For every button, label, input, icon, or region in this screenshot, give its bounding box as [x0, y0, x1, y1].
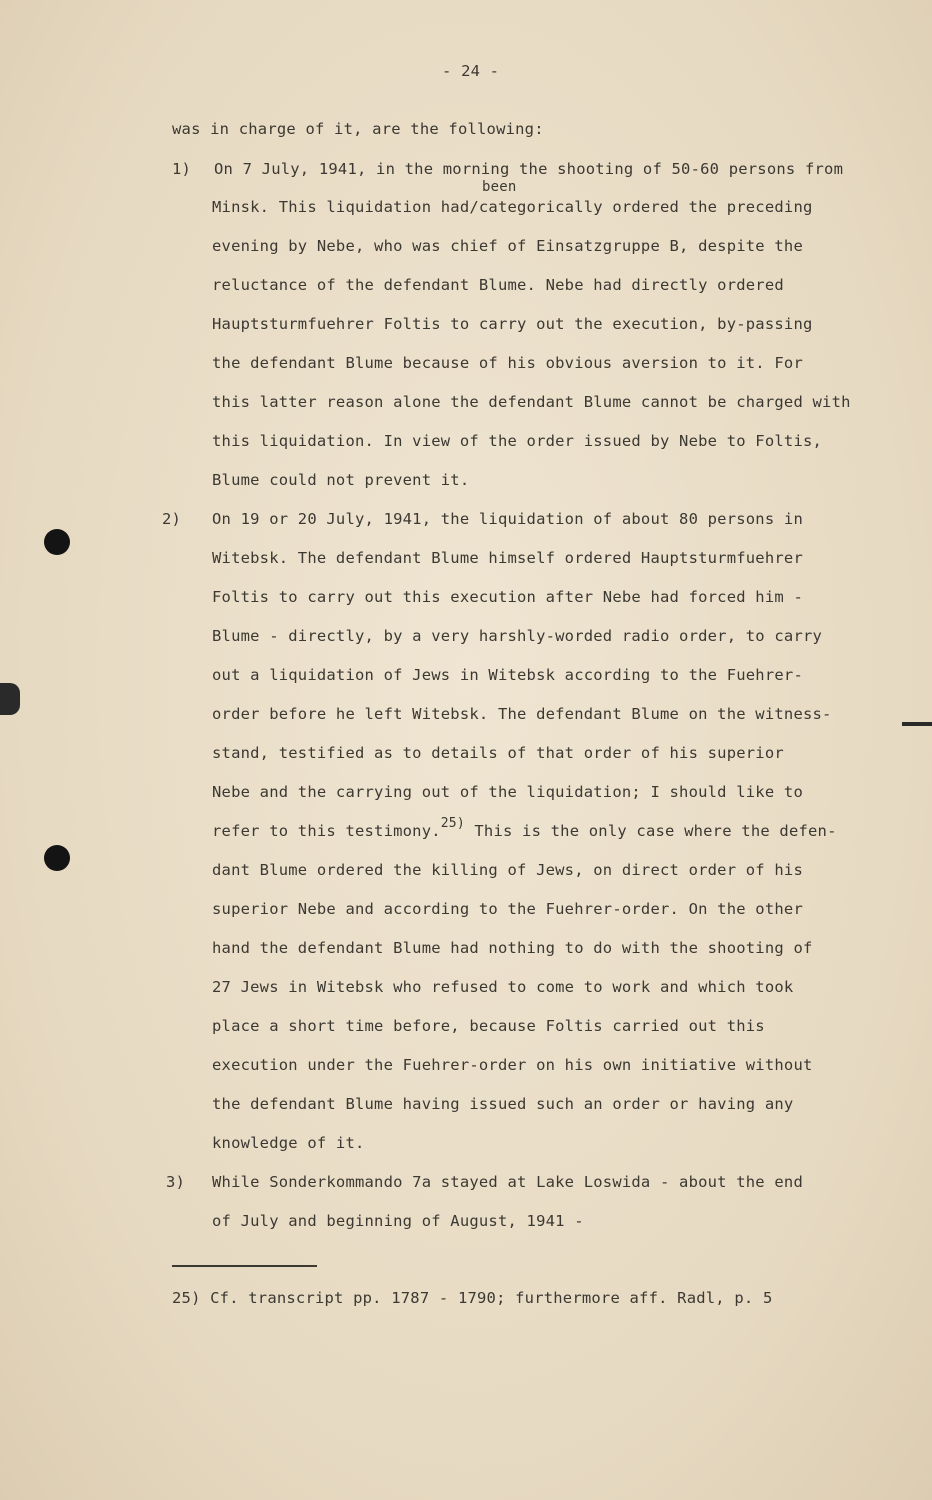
text-line: Nebe and the carrying out of the liquidation; I should like to — [212, 783, 803, 801]
text-line: stand, testified as to details of that order of his superior — [212, 744, 784, 762]
text-line: reluctance of the defendant Blume. Nebe had directly ordered — [212, 276, 784, 294]
text-line: Witebsk. The defendant Blume himself ordered Hauptsturmfuehrer — [212, 549, 803, 567]
text-line: While Sonderkommando 7a stayed at Lake Loswida - about the end — [212, 1173, 803, 1191]
list-number: 3) — [166, 1173, 186, 1191]
list-number: 2) — [162, 510, 182, 528]
punch-hole-bottom — [44, 845, 70, 871]
text-line: Minsk. This liquidation had/categorically ordered the preceding — [212, 198, 813, 216]
text-line: hand the defendant Blume had nothing to do with the shooting of — [212, 939, 813, 957]
text-line: order before he left Witebsk. The defendant Blume on the witness- — [212, 705, 832, 723]
text-line: execution under the Fuehrer-order on his own initiative without — [212, 1056, 813, 1074]
text-line: dant Blume ordered the killing of Jews, on direct order of his — [212, 861, 803, 879]
text-line: Hauptsturmfuehrer Foltis to carry out the execution, by-passing — [212, 315, 813, 333]
footnote-rule — [172, 1265, 317, 1267]
list-number: 1) — [172, 160, 192, 178]
text-line: Blume - directly, by a very harshly-worded radio order, to carry — [212, 627, 823, 645]
text-line: the defendant Blume because of his obvious aversion to it. For — [212, 354, 803, 372]
punch-hole-top — [44, 529, 70, 555]
text-line: Blume could not prevent it. — [212, 471, 470, 489]
page-number: - 24 - — [442, 62, 500, 80]
text-line: of July and beginning of August, 1941 - — [212, 1212, 584, 1230]
handwritten-insertion: been — [482, 179, 517, 195]
text-line: the defendant Blume having issued such an order or having any — [212, 1095, 794, 1113]
text-line: Foltis to carry out this execution after Nebe had forced him - — [212, 588, 803, 606]
footnote: 25) Cf. transcript pp. 1787 - 1790; furthermore aff. Radl, p. 5 — [172, 1289, 773, 1307]
text-line: out a liquidation of Jews in Witebsk according to the Fuehrer- — [212, 666, 803, 684]
binder-tab-left — [0, 683, 20, 715]
text-line: was in charge of it, are the following: — [172, 120, 544, 138]
text-line: 27 Jews in Witebsk who refused to come to work and which took — [212, 978, 794, 996]
footnote-ref: 25) — [440, 816, 465, 831]
text-line: On 19 or 20 July, 1941, the liquidation of about 80 persons in — [212, 510, 803, 528]
text-line: this latter reason alone the defendant Blume cannot be charged with — [212, 393, 851, 411]
text-fragment: This is the only case where the defen- — [464, 822, 837, 840]
text-line: evening by Nebe, who was chief of Einsatzgruppe B, despite the — [212, 237, 803, 255]
text-line: superior Nebe and according to the Fuehrer-order. On the other — [212, 900, 803, 918]
text-line: knowledge of it. — [212, 1134, 365, 1152]
text-fragment: refer to this testimony. — [212, 822, 441, 840]
binder-tab-right — [902, 722, 932, 726]
text-line: place a short time before, because Foltis carried out this — [212, 1017, 765, 1035]
text-line — [212, 816, 837, 840]
text-line: On 7 July, 1941, in the morning the shooting of 50-60 persons from — [214, 160, 844, 178]
text-line: this liquidation. In view of the order issued by Nebe to Foltis, — [212, 432, 823, 450]
